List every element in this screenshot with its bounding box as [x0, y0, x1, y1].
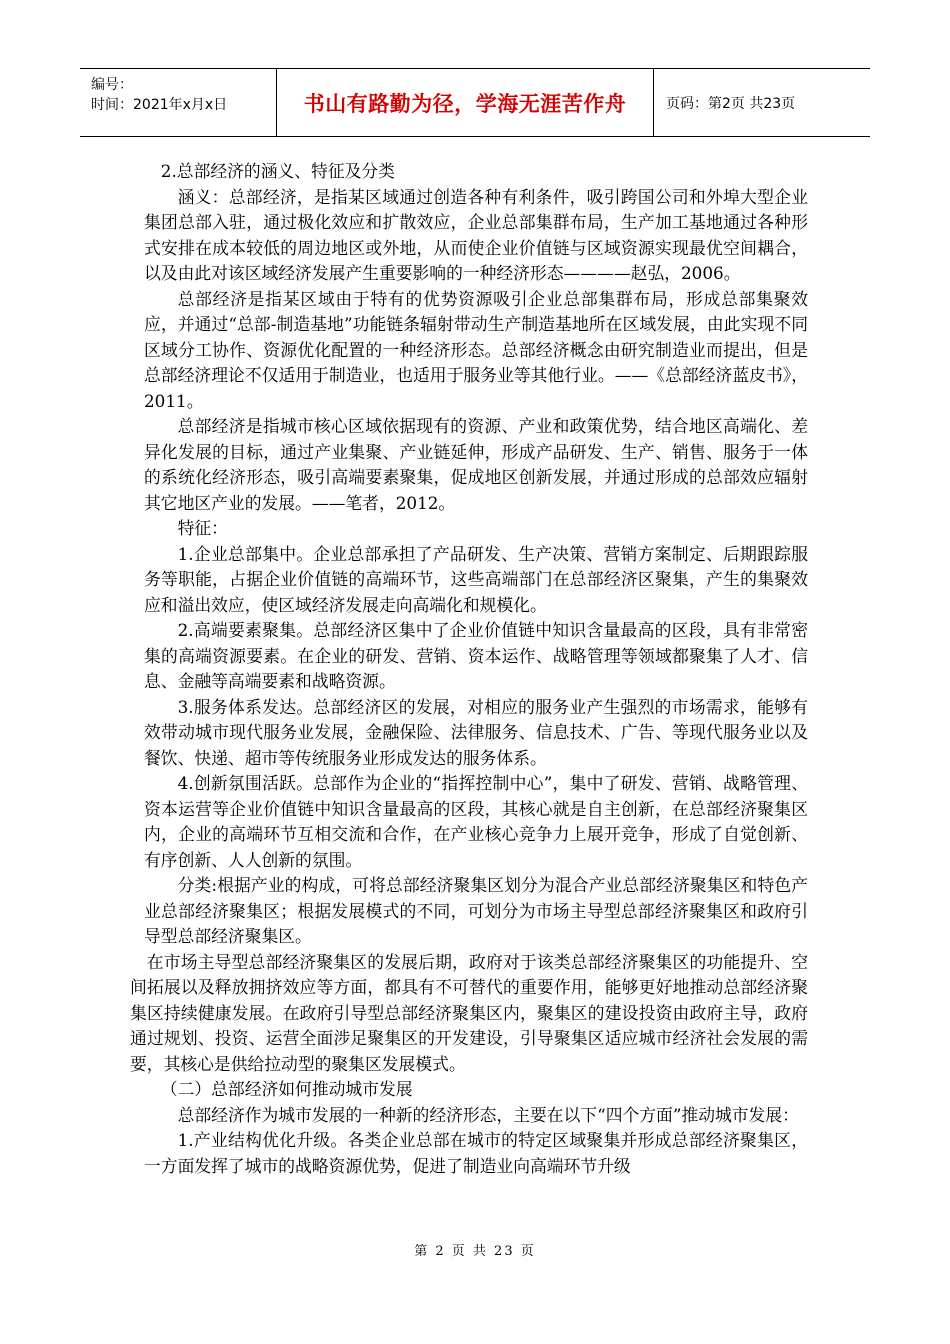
paragraph: 在市场主导型总部经济聚集区的发展后期，政府对于该类总部经济聚集区的功能提升、空间拓展以及释放拥挤效应等方面，都具有不可替代的重要作用，能够更好地推动总部经济聚集区持续健康发展。在政府引导型总部经济聚集区内，聚集区的建设投资由政府主导，政府通过规划、投资、运营全面涉足聚集区的开发建设，引导聚集区适应城市经济社会发展的需要，其核心是供给拉动型的聚集区发展模式。	[130, 951, 808, 1074]
serial-label: 编号：	[91, 77, 133, 93]
header-left-cell	[80, 69, 277, 136]
paragraph: 2.高端要素聚集。总部经济区集中了企业价值链中知识含量最高的区段，具有非常密集的高端资源要素。在企业的研发、营销、资本运作、战略管理等领域都聚集了人才、信息、金融等高端要素和战略资源。	[144, 620, 808, 691]
paragraph: 1.企业总部集中。企业总部承担了产品研发、生产决策、营销方案制定、后期跟踪服务等职能，占据企业价值链的高端环节，这些高端部门在总部经济区聚集，产生的集聚效应和溢出效应，使区域经济发展走向高端化和规模化。	[144, 543, 808, 615]
section-heading: （二）总部经济如何推动城市发展	[160, 1079, 413, 1099]
paragraph: 总部经济是指某区域由于特有的优势资源吸引企业总部集群布局，形成总部集聚效应，并通过“总部-制造基地”功能链条辐射带动生产制造基地所在区域发展，由此实现不同区域分工协作、资源优化配置的一种经济形态。总部经济概念由研究制造业而提出，但是总部经济理论不仅适用于制造业，也适用于服务业等其他行业。——《总部经济蓝皮书》，2011。	[144, 288, 808, 411]
paragraph: 特征：	[177, 518, 228, 538]
header-motto: 书山有路勤为径，学海无涯苦作舟	[277, 69, 654, 136]
document-body	[130, 159, 808, 1179]
page-footer: 第 2 页 共 23 页	[414, 1244, 536, 1259]
paragraph: 3.服务体系发达。总部经济区的发展，对相应的服务业产生强烈的市场需求，能够有效带动城市现代服务业发展，金融保险、法律服务、信息技术、广告、等现代服务业以及餐饮、快递、超市等传统服务业形成发达的服务体系。	[144, 696, 808, 768]
paragraph: 分类:根据产业的构成，可将总部经济聚集区划分为混合产业总部经济聚集区和特色产业总部经济聚集区；根据发展模式的不同，可划分为市场主导型总部经济聚集区和政府引导型总部经济聚集区。	[144, 875, 808, 946]
paragraph: 涵义：总部经济，是指某区域通过创造各种有利条件，吸引跨国公司和外埠大型企业集团总部入驻，通过极化效应和扩散效应，企业总部集群布局，生产加工基地通过各种形式安排在成本较低的周边地区或外地，从而使企业价值链与区域资源实现最优空间耦合，以及由此对该区域经济发展产生重要影响的一种经济形态————赵弘，2006。	[144, 186, 808, 283]
document-header	[80, 68, 870, 137]
header-page-info: 页码：第2页 共23页	[666, 95, 796, 112]
section-heading: 2.总部经济的涵义、特征及分类	[160, 161, 395, 181]
paragraph: 1.产业结构优化升级。各类企业总部在城市的特定区域聚集并形成总部经济聚集区，一方面发挥了城市的战略资源优势，促进了制造业向高端环节升级	[144, 1130, 808, 1176]
paragraph: 总部经济是指城市核心区域依据现有的资源、产业和政策优势，结合地区高端化、差异化发展的目标，通过产业集聚、产业链延伸，形成产品研发、生产、销售、服务于一体的系统化经济形态，吸引高端要素聚集，促成地区创新发展，并通过形成的总部效应辐射其它地区产业的发展。——笔者，2012。	[144, 416, 808, 513]
time-label: 时间：2021年x月x日	[91, 97, 228, 113]
paragraph: 4.创新氛围活跃。总部作为企业的“指挥控制中心”，集中了研发、营销、战略管理、资本运营等企业价值链中知识含量最高的区段，其核心就是自主创新，在总部经济聚集区内，企业的高端环节互相交流和合作，在产业核心竞争力上展开竞争，形成了自觉创新、有序创新、人人创新的氛围。	[144, 773, 808, 870]
paragraph: 总部经济作为城市发展的一种新的经济形态，主要在以下“四个方面”推动城市发展：	[177, 1104, 799, 1125]
